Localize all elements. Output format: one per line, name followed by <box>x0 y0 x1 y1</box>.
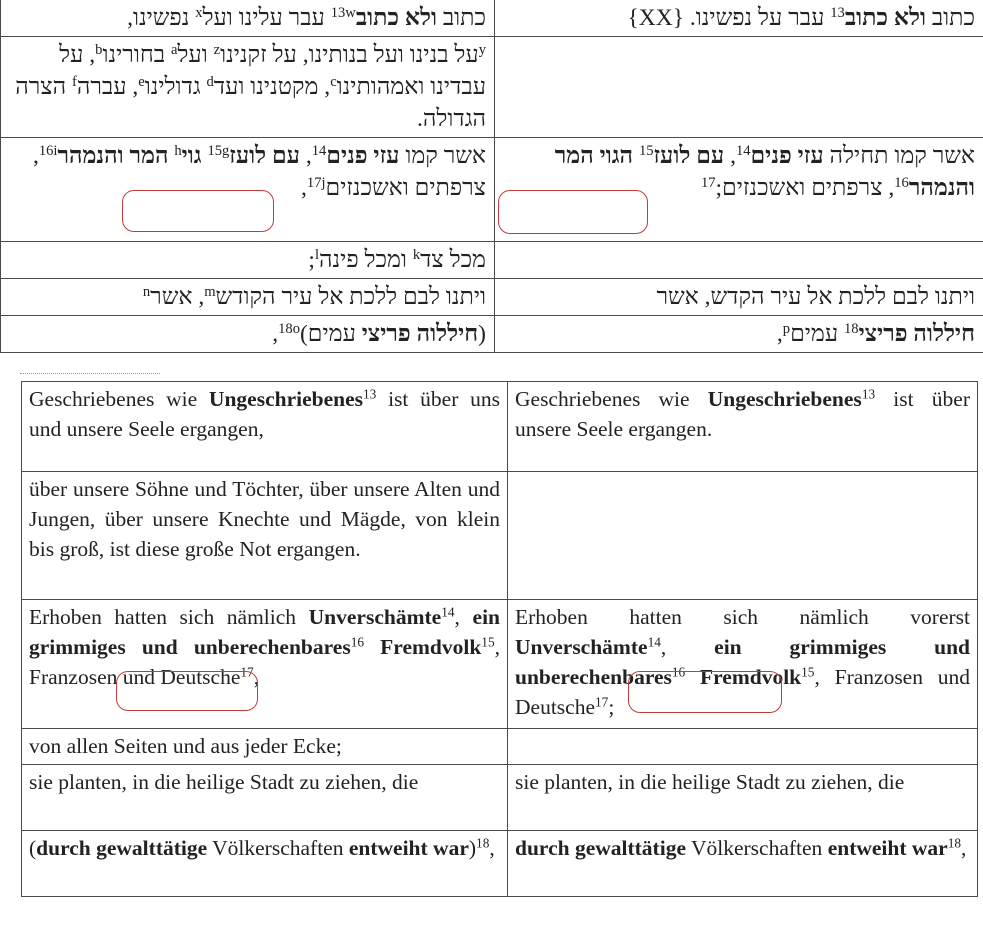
german-row-5 <box>22 765 978 831</box>
hebrew-variant-cell: $^y$על בנינו ועל בנותינו, על זקנינו$^z$ ועל$^a$ בחורינו$^b$, על עבדינו ואמהותינו$^c$, מקטנינו ועד$^d$ גדולינו$^e$, עברה$^f$ הצרה הגדולה. <box>1 37 495 138</box>
german-variant-cell: sie planten, in die heilige Stadt zu ziehen, die <box>22 765 508 831</box>
hebrew-base-cell: ויתנו לבם ללכת אל עיר הקדש, אשר <box>495 279 983 316</box>
german-row-4 <box>22 729 978 765</box>
german-variant-cell: über unsere Söhne und Töchter, über unsere Alten und Jungen, über unsere Knechte und Mägde, von klein bis groß, ist diese große Not ergangen. <box>22 472 508 600</box>
page-fragment-divider <box>20 373 160 380</box>
german-base-cell: Geschriebenes wie Ungeschriebenes$^{13}$ ist über unsere Seele ergangen. <box>508 382 978 472</box>
german-row-1 <box>22 382 978 472</box>
german-variant-cell: Geschriebenes wie Ungeschriebenes$^{13}$ ist über uns und unsere Seele ergangen, <box>22 382 508 472</box>
hebrew-variant-cell: כתוב ולא כתוב$^{13w}$ עבר עלינו ועל$^x$ נפשינו, <box>1 0 495 37</box>
german-empty-cell <box>508 729 978 765</box>
german-comparison-table <box>21 381 978 897</box>
german-base-cell: durch gewalttätige Völkerschaften entweiht war$^{18}$, <box>508 831 978 897</box>
hebrew-base-cell: כתוב ולא כתוב$^{13}$ עבר על נפשינו. {XX} <box>495 0 983 37</box>
hebrew-empty-cell <box>495 242 983 279</box>
hebrew-variant-cell: מכל צד$^k$ ומכל פינה$^l$; <box>1 242 495 279</box>
german-row-3 <box>22 600 978 729</box>
hebrew-row-6 <box>1 316 983 353</box>
hebrew-row-2 <box>1 37 983 138</box>
hebrew-base-cell: אשר קמו תחילה עזי פנים$^{14}$, עם לועז$^{15}$ הגוי המר והנמהר$^{16}$, צרפתים ואשכנזים;$^{17}$ <box>495 138 983 242</box>
hebrew-variant-cell: ויתנו לבם ללכת אל עיר הקודש$^m$, אשר$^n$ <box>1 279 495 316</box>
hebrew-empty-cell <box>495 37 983 138</box>
german-row-2 <box>22 472 978 600</box>
german-base-cell: sie planten, in die heilige Stadt zu ziehen, die <box>508 765 978 831</box>
german-base-cell: Erhoben hatten sich nämlich vorerst Unverschämte$^{14}$, ein grimmiges und unberechenbares$^{16}$ Fremdvolk$^{15}$, Franzosen und Deutsche$^{17}$; <box>508 600 978 729</box>
hebrew-variant-cell: אשר קמו עזי פנים$^{14}$, עם לועז$^{15g}$ גוי$^h$ המר והנמהר$^{16i}$, צרפתים ואשכנזים$^{17j}$, <box>1 138 495 242</box>
hebrew-variant-cell: (חיללוה פריצי עמים)$^{18o}$, <box>1 316 495 353</box>
hebrew-comparison-table <box>0 0 983 353</box>
german-empty-cell <box>508 472 978 600</box>
hebrew-row-5 <box>1 279 983 316</box>
german-variant-cell: (durch gewalttätige Völkerschaften entweiht war)$^{18}$, <box>22 831 508 897</box>
hebrew-row-4 <box>1 242 983 279</box>
hebrew-row-3 <box>1 138 983 242</box>
hebrew-row-1 <box>1 0 983 37</box>
german-row-6 <box>22 831 978 897</box>
german-variant-cell: von allen Seiten und aus jeder Ecke; <box>22 729 508 765</box>
hebrew-base-cell: חיללוה פריצי$^{18}$ עמים$^p$, <box>495 316 983 353</box>
german-variant-cell: Erhoben hatten sich nämlich Unverschämte$^{14}$, ein grimmiges und unberechenbares$^{16}$ Fremdvolk$^{15}$, Franzosen und Deutsche$^{17}$, <box>22 600 508 729</box>
